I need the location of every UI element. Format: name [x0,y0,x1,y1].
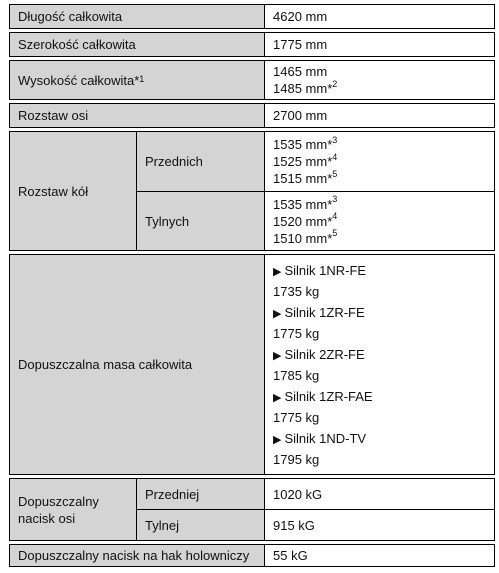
hitch-value: 55 kG [264,544,495,567]
height-value-2: 1485 mm*$^2$ [273,78,338,96]
engine-5-name: ▶ Silnik 1ND-TV [273,430,367,446]
axle-rear-label: Tylnej [136,509,265,541]
track-front-values [264,131,495,192]
gvm-values [264,254,495,475]
height-label: Wysokość całkowita* $^1$ [9,60,265,100]
engine-2-mass: 1775 kg [273,325,320,341]
width-label: Szerokość całkowita [9,32,265,57]
engine-4-mass: 1775 kg [273,409,320,425]
engine-2-name: ▶ Silnik 1ZR-FE [273,304,365,320]
arrow-right-icon: ▶ [273,349,282,362]
track-front-value-3: 1515 mm*$^5$ [273,168,338,186]
engine-5-mass: 1795 kg [273,451,320,467]
length-label: Długość całkowita [9,4,265,29]
track-rear-label: Tylnych [136,191,265,251]
height-value-1: 1465 mm [273,64,328,79]
length-value: 4620 mm [264,4,495,29]
arrow-right-icon: ▶ [273,433,282,446]
track-rear-value-3: 1510 mm*$^5$ [273,228,338,246]
engine-1-name: ▶ Silnik 1NR-FE [273,262,367,278]
track-rear-value-1: 1535 mm*$^3$ [273,194,338,212]
track-front-label: Przednich [136,131,265,192]
track-rear-value-2: 1520 mm*$^4$ [273,211,338,229]
axle-rear-value: 915 kG [264,509,495,541]
hitch-label: Dopuszczalny nacisk na hak holowniczy [9,544,265,567]
axle-front-value: 1020 kG [264,478,495,510]
height-values [264,60,495,100]
specifications-table [9,4,495,567]
axle-front-label: Przedniej [136,478,265,510]
axle-label: Dopuszczalny nacisk osi [9,478,137,541]
engine-4-name: ▶ Silnik 1ZR-FAE [273,388,373,404]
engine-3-name: ▶ Silnik 2ZR-FE [273,346,365,362]
wheelbase-label: Rozstaw osi [9,103,265,128]
arrow-right-icon: ▶ [273,265,282,278]
wheelbase-value: 2700 mm [264,103,495,128]
track-rear-values [264,191,495,251]
width-value: 1775 mm [264,32,495,57]
track-front-value-1: 1535 mm*$^3$ [273,134,338,152]
track-front-value-2: 1525 mm*$^4$ [273,151,338,169]
arrow-right-icon: ▶ [273,307,282,320]
engine-1-mass: 1735 kg [273,283,320,299]
gvm-label: Dopuszczalna masa całkowita [9,254,265,475]
track-label: Rozstaw kół [9,131,137,251]
engine-3-mass: 1785 kg [273,367,320,383]
arrow-right-icon: ▶ [273,391,282,404]
